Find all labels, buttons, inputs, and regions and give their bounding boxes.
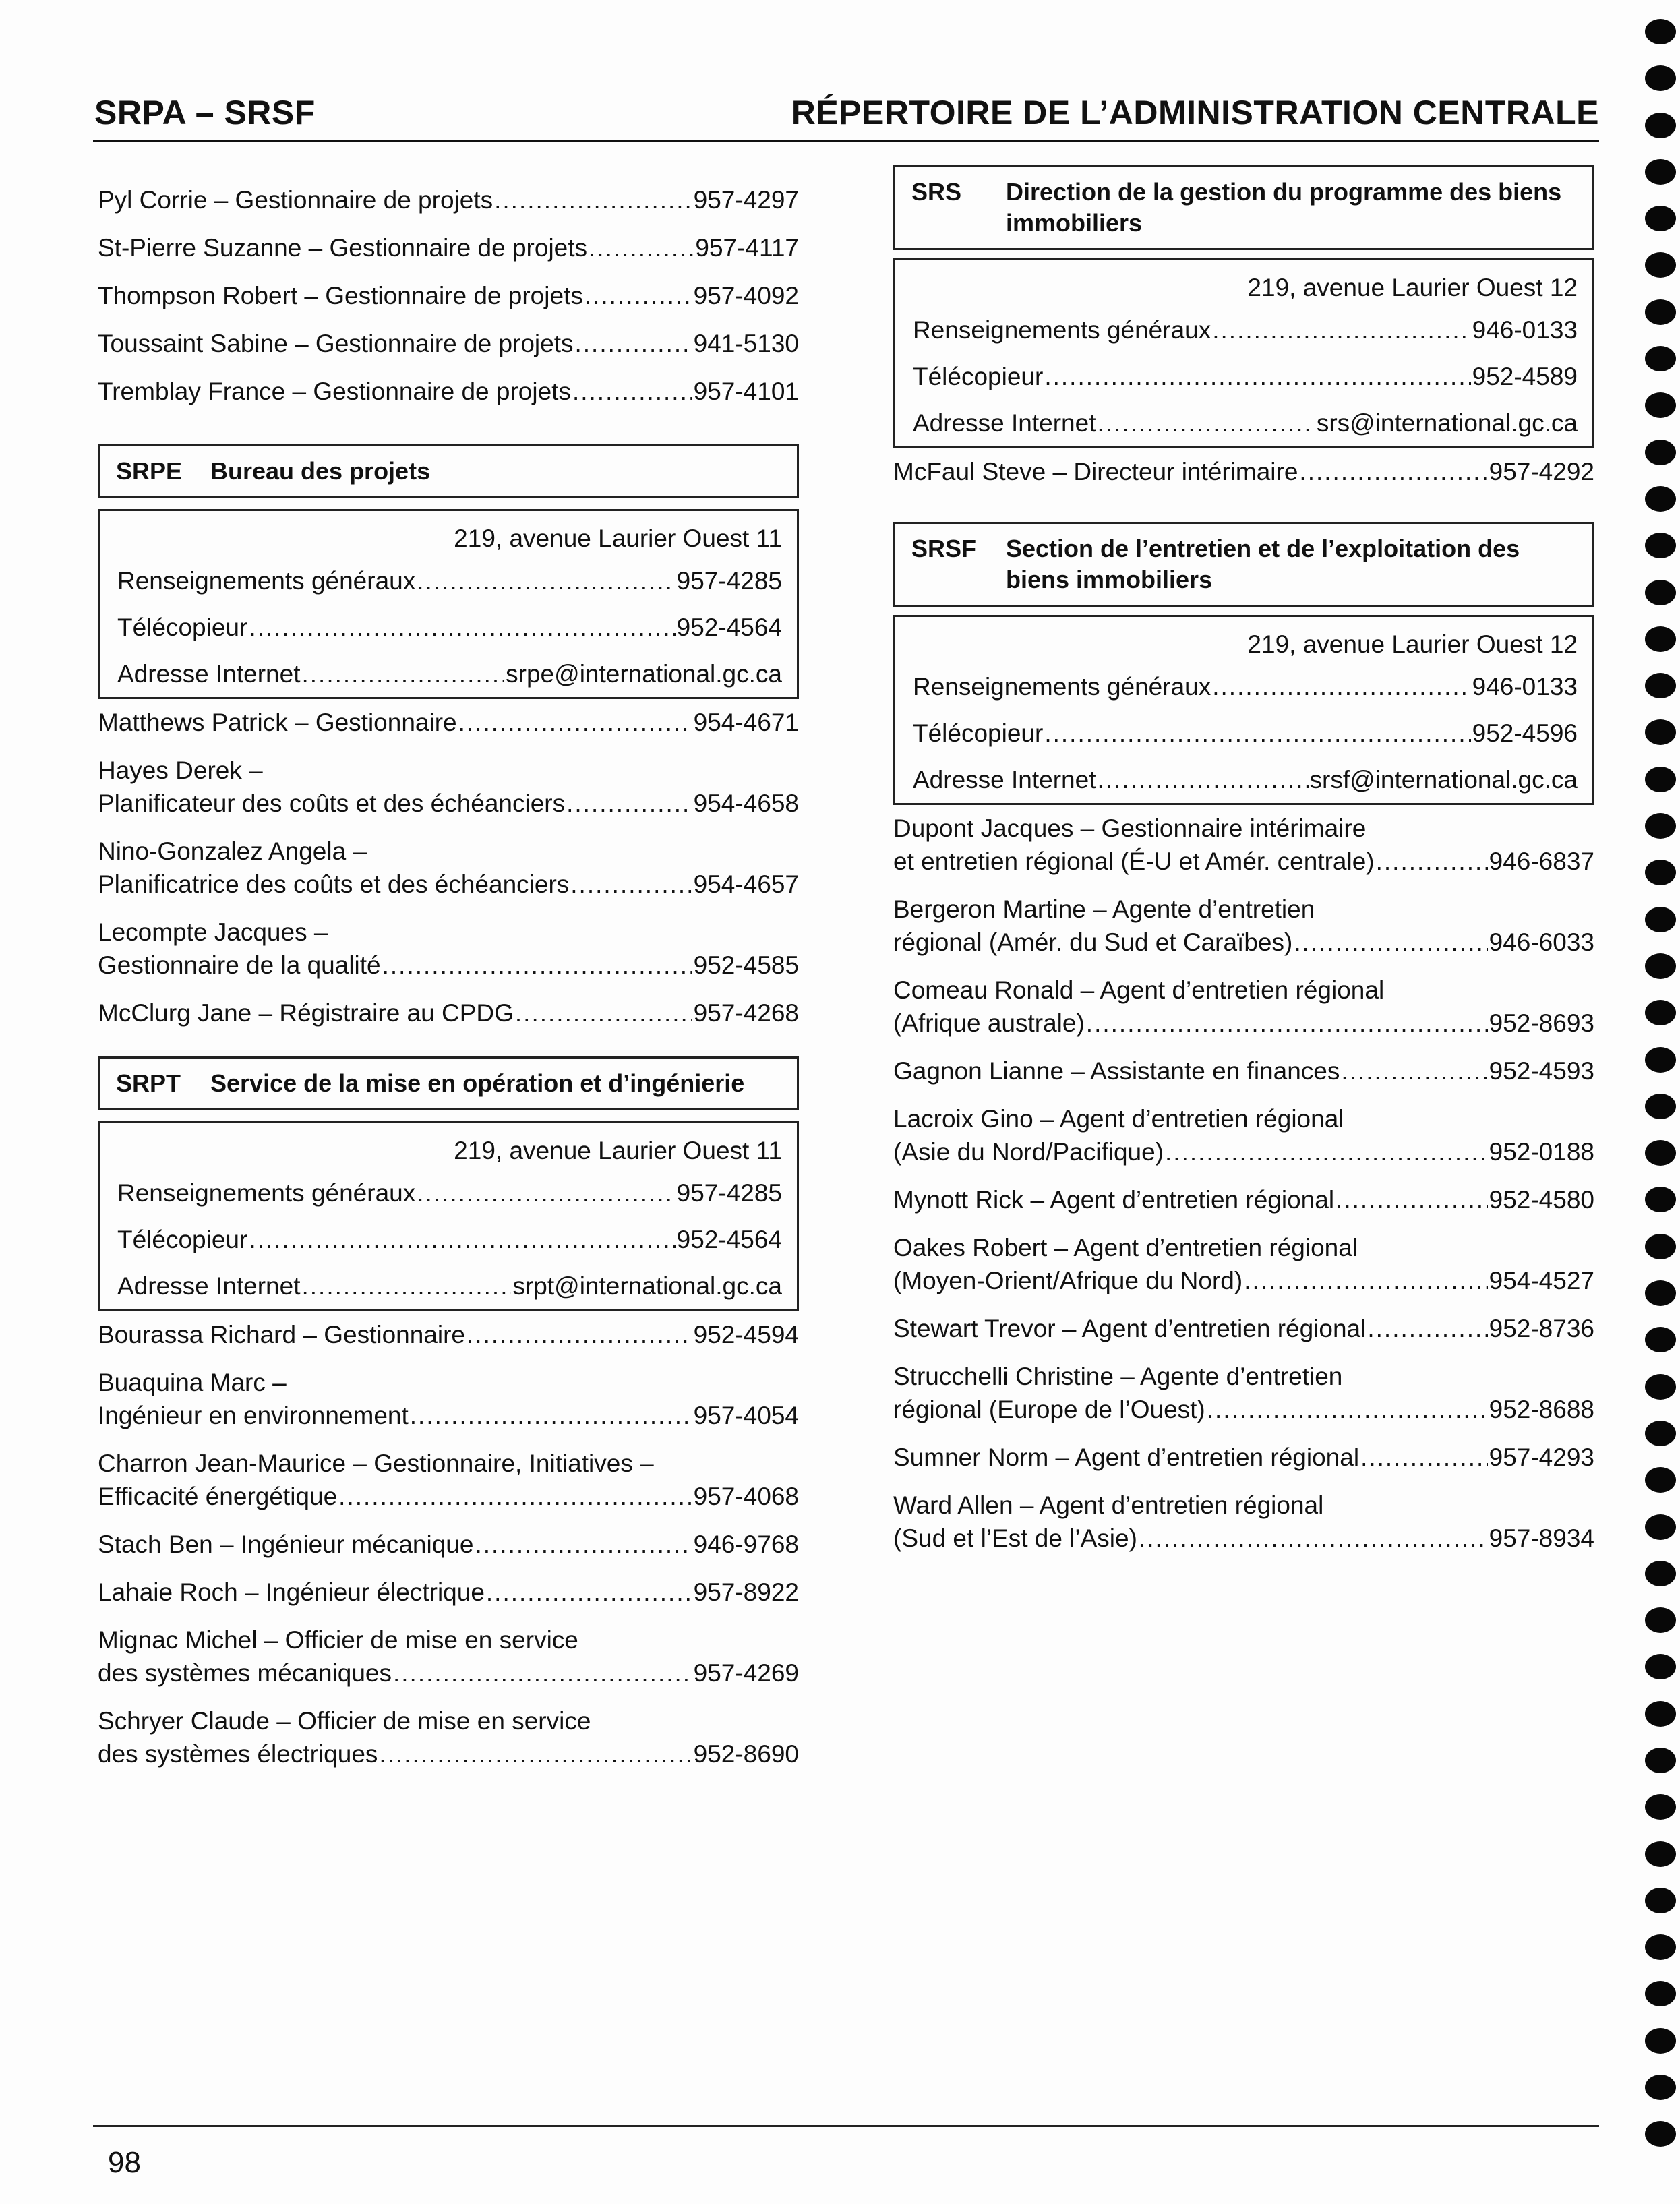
dot-leader: [486, 1576, 692, 1609]
binder-hole: [1645, 1047, 1676, 1073]
phone-number: 957-8934: [1489, 1524, 1594, 1552]
entry-first-line: Buaquina Marc –: [98, 1369, 287, 1396]
list-item: [893, 1183, 1594, 1216]
entry-name: Thompson Robert – Gestionnaire de projets: [98, 282, 583, 309]
list-item: [98, 183, 799, 216]
dot-leader: [1360, 1441, 1488, 1474]
binder-hole: [1645, 299, 1676, 325]
entry-name: Stach Ben – Ingénieur mécanique: [98, 1530, 474, 1558]
list-item: [98, 1704, 799, 1770]
dot-leader: [379, 1737, 692, 1770]
entry-first-line: Lacroix Gino – Agent d’entretien régional: [893, 1105, 1344, 1133]
phone-number: 952-8688: [1489, 1396, 1594, 1423]
entry-name: Matthews Patrick – Gestionnaire: [98, 709, 457, 736]
entry-row: [98, 231, 799, 264]
list-item: [98, 1528, 799, 1561]
binder-hole: [1645, 1187, 1676, 1212]
binder-hole: [1645, 159, 1676, 185]
binder-hole: [1645, 440, 1676, 465]
list-item: [98, 996, 799, 1030]
list-item: [893, 1441, 1594, 1474]
phone-number: 957-4068: [693, 1483, 799, 1510]
binder-hole: [1645, 953, 1676, 979]
phone-number: 952-4594: [693, 1321, 799, 1348]
entry-name: Gagnon Lianne – Assistante en finances: [893, 1057, 1340, 1085]
section-code: SRPT: [116, 1069, 181, 1097]
phone-number: 946-9768: [693, 1530, 799, 1558]
phone-number: 957-4117: [695, 234, 799, 262]
general-info-row: Renseignements généraux ..... 957-4285: [117, 1177, 782, 1210]
entry-row: [98, 996, 799, 1030]
header-rule: [93, 140, 1599, 142]
binder-hole: [1645, 252, 1676, 278]
dot-leader: [393, 1657, 692, 1690]
entry-first-line: Bergeron Martine – Agente d’entretien: [893, 895, 1315, 923]
binder-hole: [1645, 1234, 1676, 1259]
entry-name: Ingénieur en environnement: [98, 1402, 409, 1429]
binder-hole: [1645, 2075, 1676, 2100]
entry-row: [893, 1522, 1594, 1555]
binder-hole: [1645, 626, 1676, 652]
phone-number: 957-4292: [1489, 458, 1594, 485]
entry-name: des systèmes électriques: [98, 1740, 378, 1768]
dot-leader: [338, 1480, 692, 1513]
binder-hole: [1645, 1514, 1676, 1540]
binder-hole: [1645, 580, 1676, 605]
entry-row: [893, 1183, 1594, 1216]
phone-number: 952-4593: [1489, 1057, 1594, 1085]
address: 219, avenue Laurier Ouest 11: [454, 525, 782, 552]
entry-row: [98, 868, 799, 901]
binder-hole: [1645, 1421, 1676, 1446]
binder-hole: [1645, 767, 1676, 792]
entry-name: Bourassa Richard – Gestionnaire: [98, 1321, 466, 1348]
entry-name: (Afrique australe): [893, 1009, 1085, 1037]
list-item: [893, 812, 1594, 878]
staff-list: [98, 706, 799, 1030]
entry-row: [98, 949, 799, 982]
section-title: Direction de la gestion du programme des biens immobiliers: [1006, 178, 1562, 237]
entry-first-line: Mignac Michel – Officier de mise en service: [98, 1626, 578, 1654]
entry-name: (Sud et l’Est de l’Asie): [893, 1524, 1137, 1552]
entry-name: Lahaie Roch – Ingénieur électrique: [98, 1578, 485, 1606]
list-item: [893, 1231, 1594, 1297]
fax-row: Télécopieur ..... 952-4564: [117, 611, 782, 644]
binder-holes: [1645, 19, 1676, 2168]
entry-first-line: Schryer Claude – Officier de mise en service: [98, 1707, 591, 1735]
binder-hole: [1645, 1934, 1676, 1960]
entry-first-line: Ward Allen – Agent d’entretien régional: [893, 1491, 1324, 1519]
binder-hole: [1645, 19, 1676, 44]
list-item: [893, 1054, 1594, 1088]
entry-name: Planificatrice des coûts et des échéanciers: [98, 870, 570, 898]
footer-rule: [93, 2125, 1599, 2127]
entry-name: Sumner Norm – Agent d’entretien régional: [893, 1443, 1360, 1471]
phone-number: 954-4671: [693, 709, 799, 736]
dot-leader: [475, 1528, 692, 1561]
binder-hole: [1645, 1467, 1676, 1493]
binder-hole: [1645, 1748, 1676, 1773]
entry-row: [893, 926, 1594, 959]
entry-first-line: Dupont Jacques – Gestionnaire intérimaire: [893, 814, 1367, 842]
binder-hole: [1645, 1654, 1676, 1679]
dot-leader: [467, 1318, 692, 1351]
entry-first-line: Lecompte Jacques –: [98, 918, 328, 946]
binder-hole: [1645, 2028, 1676, 2054]
dot-leader: [1139, 1522, 1488, 1555]
entry-name: régional (Amér. du Sud et Caraïbes): [893, 928, 1293, 956]
phone-number: 954-4658: [693, 790, 799, 817]
dot-leader: [1086, 1007, 1488, 1040]
binder-hole: [1645, 346, 1676, 371]
phone-number: 957-4054: [693, 1402, 799, 1429]
binder-hole: [1645, 1374, 1676, 1400]
phone-number: 952-4585: [693, 951, 799, 979]
phone-number: 952-8736: [1489, 1315, 1594, 1342]
phone-number: 952-4580: [1489, 1186, 1594, 1214]
dot-leader: [515, 996, 692, 1030]
list-item: [98, 279, 799, 312]
entry-name: (Asie du Nord/Pacifique): [893, 1138, 1164, 1166]
entry-name: Tremblay France – Gestionnaire de projets: [98, 378, 571, 405]
list-item: [98, 1366, 799, 1432]
internet-row: Adresse Internet ..... srpt@international.gc.ca: [117, 1270, 782, 1303]
phone-number: 941-5130: [693, 330, 799, 357]
entry-name: (Moyen-Orient/Afrique du Nord): [893, 1267, 1243, 1294]
phone-number: 946-6837: [1489, 847, 1594, 875]
internet-row: Adresse Internet ..... srpe@international.gc.ca: [117, 657, 782, 690]
entry-name: régional (Europe de l’Ouest): [893, 1396, 1205, 1423]
phone-number: 957-4092: [693, 282, 799, 309]
contact-info-box: [893, 258, 1594, 448]
dot-leader: [566, 787, 692, 820]
entry-row: [893, 1441, 1594, 1474]
internet-row: Adresse Internet ..... srs@international.gc.ca: [913, 407, 1578, 440]
list-item: [893, 1312, 1594, 1345]
entry-row: [98, 183, 799, 216]
binder-hole: [1645, 1561, 1676, 1586]
running-header-left: SRPA – SRSF: [94, 94, 316, 131]
srsf-section: [893, 522, 1594, 1555]
phone-number: 954-4657: [693, 870, 799, 898]
binder-hole: [1645, 1327, 1676, 1352]
binder-hole: [1645, 1280, 1676, 1306]
list-item: [98, 1447, 799, 1513]
entry-name: Stewart Trevor – Agent d’entretien régional: [893, 1315, 1367, 1342]
fax-row: Télécopieur ..... 952-4564: [117, 1223, 782, 1256]
binder-hole: [1645, 1888, 1676, 1913]
contact-info-box: [98, 1121, 799, 1311]
binder-hole: [1645, 486, 1676, 512]
entry-row: [893, 1054, 1594, 1088]
list-item: [98, 916, 799, 982]
general-info-row: Renseignements généraux ..... 946-0133: [913, 314, 1578, 347]
phone-number: 952-8693: [1489, 1009, 1594, 1037]
dot-leader: [570, 868, 692, 901]
entry-row: [893, 1135, 1594, 1168]
section-code: SRSF: [911, 535, 977, 562]
binder-hole: [1645, 1981, 1676, 2006]
address: 219, avenue Laurier Ouest 12: [1247, 274, 1578, 301]
entry-row: [98, 1318, 799, 1351]
dot-leader: [458, 706, 692, 739]
list-item: [98, 1624, 799, 1690]
binder-hole: [1645, 1000, 1676, 1025]
fax-row: Télécopieur ..... 952-4596: [913, 717, 1578, 750]
contact-info-box: [893, 615, 1594, 805]
contact-info-box: [98, 509, 799, 699]
dot-leader: [1376, 845, 1488, 878]
page-number: 98: [108, 2146, 141, 2179]
staff-list: [98, 1318, 799, 1770]
section-header-box: [98, 444, 799, 498]
entry-first-line: Strucchelli Christine – Agente d’entretien: [893, 1363, 1343, 1390]
dot-leader: [1207, 1393, 1488, 1426]
srpe-section: [98, 444, 799, 1030]
entry-name: McFaul Steve – Directeur intérimaire: [893, 458, 1298, 485]
phone-number: 957-4268: [693, 999, 799, 1027]
list-item: [98, 754, 799, 820]
binder-hole: [1645, 907, 1676, 932]
section-title: Service de la mise en opération et d’ingénierie: [210, 1069, 745, 1097]
section-header-box: [98, 1056, 799, 1110]
phone-number: 952-8690: [693, 1740, 799, 1768]
list-item: [98, 231, 799, 264]
entry-name: Efficacité énergétique: [98, 1483, 338, 1510]
dot-leader: [1299, 455, 1487, 488]
binder-hole: [1645, 860, 1676, 885]
binder-hole: [1645, 113, 1676, 138]
entry-name: St-Pierre Suzanne – Gestionnaire de projets: [98, 234, 588, 262]
phone-number: 957-8922: [693, 1578, 799, 1606]
entry-row: [98, 1657, 799, 1690]
list-item: [893, 893, 1594, 959]
binder-hole: [1645, 673, 1676, 698]
entry-row: [98, 1528, 799, 1561]
dot-leader: [1165, 1135, 1488, 1168]
binder-hole: [1645, 392, 1676, 418]
list-item: [893, 1489, 1594, 1555]
dot-leader: [494, 183, 692, 216]
list-item: [893, 1102, 1594, 1168]
entry-row: [893, 845, 1594, 878]
general-info-row: Renseignements généraux ..... 957-4285: [117, 564, 782, 597]
entry-name: Planificateur des coûts et des échéanciers: [98, 790, 566, 817]
binder-hole: [1645, 1094, 1676, 1119]
entry-name: Toussaint Sabine – Gestionnaire de projets: [98, 330, 574, 357]
phone-number: 957-4269: [693, 1659, 799, 1687]
entry-row: [98, 1399, 799, 1432]
binder-hole: [1645, 1140, 1676, 1166]
dot-leader: [410, 1399, 692, 1432]
right-column: [893, 165, 1594, 1570]
binder-hole: [1645, 719, 1676, 745]
entry-row: [98, 1576, 799, 1609]
entry-row: [98, 1737, 799, 1770]
dot-leader: [584, 279, 692, 312]
entry-row: [98, 327, 799, 360]
srs-section: [893, 165, 1594, 488]
section-code: SRS: [911, 178, 962, 206]
entry-first-line: Charron Jean-Maurice – Gestionnaire, Initiatives –: [98, 1450, 654, 1477]
list-item: [98, 1318, 799, 1351]
entry-row: [893, 1264, 1594, 1297]
binder-hole: [1645, 1794, 1676, 1820]
entry-row: [98, 375, 799, 408]
binder-hole: [1645, 65, 1676, 91]
entry-row: [893, 1007, 1594, 1040]
address: 219, avenue Laurier Ouest 12: [1247, 630, 1578, 658]
binder-hole: [1645, 813, 1676, 839]
dot-leader: [1336, 1183, 1488, 1216]
entry-name: et entretien régional (É-U et Amér. centrale): [893, 847, 1375, 875]
internet-row: Adresse Internet ..... srsf@international.gc.ca: [913, 763, 1578, 796]
entry-row: [98, 706, 799, 739]
list-item: [98, 327, 799, 360]
address: 219, avenue Laurier Ouest 11: [454, 1137, 782, 1164]
list-item: [98, 835, 799, 901]
section-header-box: [893, 522, 1594, 607]
phone-number: 957-4293: [1489, 1443, 1594, 1471]
dot-leader: [1244, 1264, 1487, 1297]
entry-row: [98, 1480, 799, 1513]
section-title: Section de l’entretien et de l’exploitation des biens immobiliers: [1006, 535, 1520, 593]
staff-list: [893, 455, 1594, 488]
binder-hole: [1645, 2121, 1676, 2147]
list-item: [98, 1576, 799, 1609]
section-title: Bureau des projets: [210, 457, 431, 485]
general-info-row: Renseignements généraux ..... 946-0133: [913, 670, 1578, 703]
list-item: [893, 455, 1594, 488]
section-header-box: [893, 165, 1594, 250]
phone-number: 954-4527: [1489, 1267, 1594, 1294]
entry-first-line: Comeau Ronald – Agent d’entretien régional: [893, 976, 1385, 1004]
phone-number: 946-6033: [1489, 928, 1594, 956]
entry-name: McClurg Jane – Régistraire au CPDG: [98, 999, 514, 1027]
fax-row: Télécopieur ..... 952-4589: [913, 360, 1578, 393]
dot-leader: [382, 949, 692, 982]
dot-leader: [1294, 926, 1487, 959]
phone-number: 952-0188: [1489, 1138, 1594, 1166]
entry-row: [893, 1393, 1594, 1426]
entry-name: des systèmes mécaniques: [98, 1659, 392, 1687]
entry-first-line: Hayes Derek –: [98, 756, 263, 784]
left-column: [98, 183, 799, 1785]
entry-row: [98, 279, 799, 312]
phone-number: 957-4297: [693, 186, 799, 214]
binder-hole: [1645, 1607, 1676, 1633]
entry-name: Mynott Rick – Agent d’entretien régional: [893, 1186, 1335, 1214]
staff-list: [893, 812, 1594, 1555]
list-item: [98, 375, 799, 408]
entry-row: [98, 787, 799, 820]
dot-leader: [589, 231, 694, 264]
entry-first-line: Oakes Robert – Agent d’entretien régional: [893, 1234, 1358, 1261]
phone-number: 957-4101: [693, 378, 799, 405]
srpt-section: [98, 1056, 799, 1770]
entry-name: Pyl Corrie – Gestionnaire de projets: [98, 186, 493, 214]
list-item: [893, 1360, 1594, 1426]
dot-leader: [1341, 1054, 1487, 1088]
binder-hole: [1645, 206, 1676, 231]
entry-first-line: Nino-Gonzalez Angela –: [98, 837, 367, 865]
binder-hole: [1645, 1701, 1676, 1727]
dot-leader: [1367, 1312, 1487, 1345]
binder-hole: [1645, 533, 1676, 558]
list-item: [893, 974, 1594, 1040]
running-header-right: RÉPERTOIRE DE L’ADMINISTRATION CENTRALE: [791, 94, 1599, 131]
list-item: [98, 706, 799, 739]
entry-name: Gestionnaire de la qualité: [98, 951, 381, 979]
entry-row: [893, 1312, 1594, 1345]
section-code: SRPE: [116, 457, 183, 485]
top-entry-list: [98, 183, 799, 408]
dot-leader: [572, 375, 692, 408]
entry-row: [893, 455, 1594, 488]
binder-hole: [1645, 1841, 1676, 1867]
dot-leader: [575, 327, 692, 360]
